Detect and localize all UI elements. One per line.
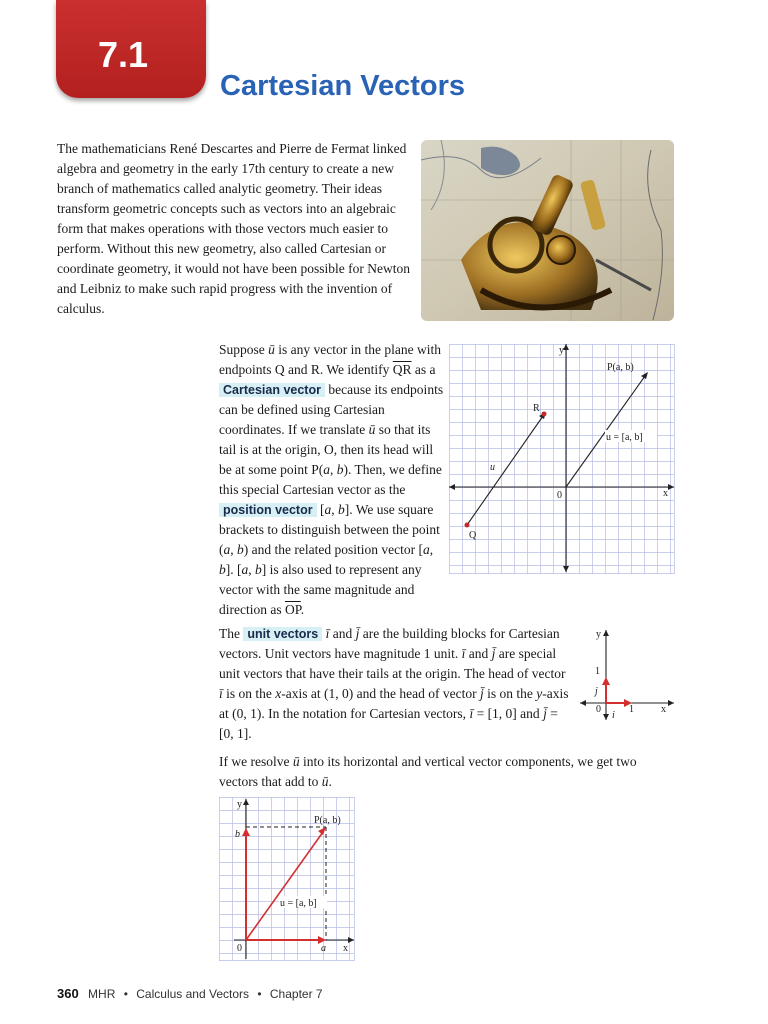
g3-origin-label: 0 — [237, 943, 242, 954]
g1-y-label: y — [559, 345, 564, 356]
page-footer: 360 MHR • Calculus and Vectors • Chapter 7 — [57, 986, 323, 1001]
g3-p-label: P(a, b) — [314, 815, 341, 826]
components-graph — [219, 797, 355, 961]
g1-r-label: R — [533, 403, 540, 414]
g2-one-y: 1 — [595, 666, 600, 677]
g1-u-label: u — [490, 462, 495, 473]
g1-q-label: Q — [469, 530, 477, 541]
footer-chapter: Chapter 7 — [269, 987, 323, 1001]
footer-publisher: MHR — [88, 987, 116, 1001]
g3-eq-label: u = [a, b] — [280, 898, 317, 909]
term-position-vector: position vector — [219, 503, 317, 517]
footer-book: Calculus and Vectors — [136, 987, 249, 1001]
g1-p-label: P(a, b) — [607, 362, 634, 373]
g2-y-label: y — [596, 629, 601, 640]
g2-x-label: x — [661, 704, 666, 715]
g1-eq-label: u = [a, b] — [606, 432, 643, 443]
g3-a-label: a — [321, 943, 326, 954]
g1-origin-label: 0 — [557, 490, 562, 501]
term-unit-vectors: unit vectors — [243, 627, 322, 641]
g2-one-x: 1 — [629, 704, 634, 715]
g1-x-label: x — [663, 488, 668, 499]
resolve-paragraph: If we resolve ū into its horizontal and vertical vector components, we get two vectors that add to ū. — [219, 754, 637, 789]
g3-x-label: x — [343, 943, 348, 954]
section-title: Cartesian Vectors — [220, 70, 466, 102]
term-cartesian-vector: Cartesian vector — [219, 383, 325, 397]
g2-i-label: i — [612, 710, 615, 721]
unit-vectors-paragraph: The unit vectors ī and j̄ are the building blocks for Cartesian vectors. Unit vectors have magnitude 1 unit. ī and j̄ are special unit vectors that have their tails at the origin. The head of vector ī is on the x-axis at (1, 0) and the head of vector j̄ is on the y-axis at (0, 1). In the notation for Cartesian vectors, ī = [1, 0] and j̄ = [0, 1]. — [219, 626, 569, 741]
g2-origin-label: 0 — [596, 704, 601, 715]
g3-y-label: y — [237, 799, 242, 810]
page-number: 360 — [57, 986, 79, 1001]
position-vector-graph — [449, 344, 675, 574]
cartesian-vector-paragraph: Suppose ū is any vector in the plane with endpoints Q and R. We identify $\overline{QR}$ as a Cartesian vector because its endpoints can be defined using Cartesian coordinates. If we translate ū so that its tail is at the origin, O, then its head will be at some point P(a, b). Then, we define this special Cartesian vector as the position vector [a, b]. We use square brackets to distinguish between the point (a, b) and the related position vector [a, b]. [a, b] is also used to represent any vector with the same magnitude and direction as $\overline{OP}$. — [219, 342, 444, 617]
g2-j-label: j — [595, 686, 598, 697]
sextant-photo — [421, 140, 674, 321]
g3-b-label: b — [235, 829, 240, 840]
intro-paragraph: The mathematicians René Descartes and Pierre de Fermat linked algebra and geometry in the early 17th century to create a new branch of mathematics called analytic geometry. Their ideas transform geometric concepts such as vectors into an algebraic form that makes operations with those vectors much easier to perform. Without this new geometry, also called Cartesian or coordinate geometry, it would not have been possible for Newton and Leibniz to make such rapid progress with the invention of calculus. — [57, 141, 411, 316]
unit-vector-graph — [580, 626, 675, 721]
section-number: 7.1 — [98, 34, 149, 75]
